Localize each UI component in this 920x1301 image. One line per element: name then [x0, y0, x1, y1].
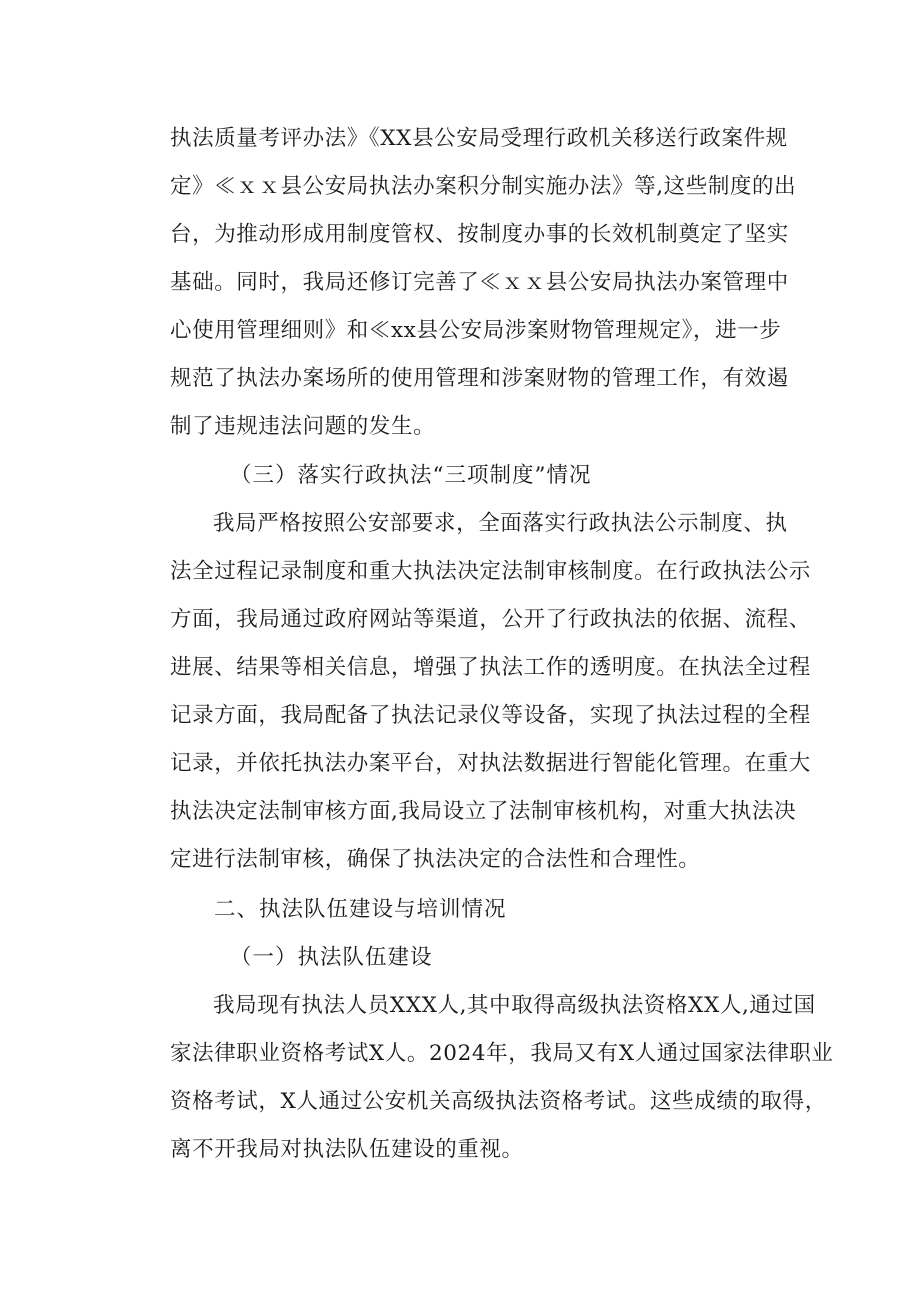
- paragraph-regulations: [170, 115, 797, 451]
- heading-text: 二、执法队伍建设与培训情况: [214, 897, 507, 922]
- text-line: 心使用管理细则》和≪xx县公安局涉案财物管理规定》，进一步: [170, 318, 782, 343]
- text-line: 方面，我局通过政府网站等渠道，公开了行政执法的依据、流程、: [170, 607, 811, 632]
- text-line: 执法决定法制审核方面,我局设立了法制审核机构，对重大执法决: [170, 799, 797, 824]
- text-line: 我局现有执法人员XXX人,其中取得高级执法资格XX人,通过国: [213, 993, 816, 1018]
- text-line: 台，为推动形成用制度管权、按制度办事的长效机制奠定了坚实: [170, 222, 789, 247]
- text-line: 法全过程记录制度和重大执法决定法制审核制度。在行政执法公示: [170, 559, 811, 584]
- text-line: 定》≪ｘｘ县公安局执法办案积分制实施办法》等,这些制度的出: [170, 174, 797, 199]
- section-heading-three-systems: [230, 452, 850, 500]
- text-line: 规范了执法办案场所的使用管理和涉案财物的管理工作，有效遏: [170, 366, 789, 391]
- text-line: 进展、结果等相关信息，增强了执法工作的透明度。在执法全过程: [170, 655, 811, 680]
- paragraph-three-systems: [170, 500, 811, 884]
- text-line: 资格考试，X人通过公安机关高级执法资格考试。这些成绩的取得，: [170, 1089, 827, 1114]
- heading-text: （三）落实行政执法“三项制度”情况: [230, 463, 592, 488]
- section-heading-team-building: [230, 934, 850, 982]
- text-line: 我局严格按照公安部要求，全面落实行政执法公示制度、执: [213, 511, 788, 536]
- heading-text: （一）执法队伍建设: [230, 945, 433, 970]
- text-line: 家法律职业资格考试X人。2024年，我局又有X人通过国家法律职业: [170, 1041, 834, 1066]
- text-line: 执法质量考评办法》《XX县公安局受理行政机关移送行政案件规: [170, 126, 788, 151]
- text-line: 基础。同时，我局还修订完善了≪ｘｘ县公安局执法办案管理中: [170, 270, 789, 295]
- text-line: 定进行法制审核，确保了执法决定的合法性和合理性。: [170, 847, 701, 872]
- section-heading-team-training: [214, 886, 834, 934]
- paragraph-team-building: [170, 982, 834, 1174]
- text-line: 制了违规违法问题的发生。: [170, 414, 436, 439]
- text-line: 离不开我局对执法队伍建设的重视。: [170, 1137, 524, 1162]
- text-line: 记录方面，我局配备了执法记录仪等设备，实现了执法过程的全程: [170, 703, 811, 728]
- text-line: 记录，并依托执法办案平台，对执法数据进行智能化管理。在重大: [170, 751, 811, 776]
